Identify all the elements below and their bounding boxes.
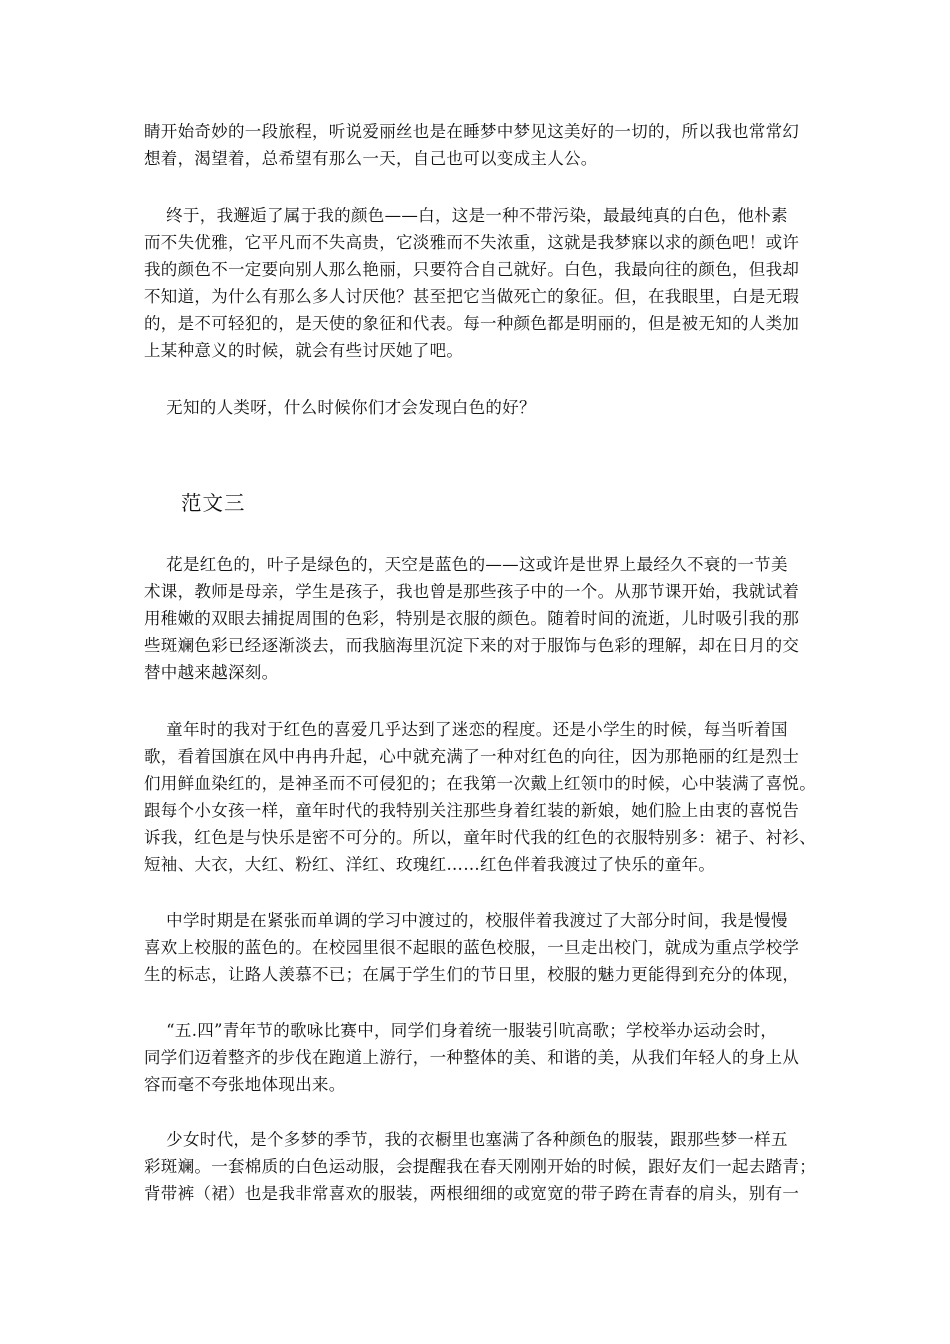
paragraph-alice-dream: [144, 118, 808, 172]
text-line: 同学们迈着整齐的步伐在跑道上游行，一种整体的美、和谐的美，从我们年轻人的身上从: [144, 1048, 800, 1067]
text-line: 的，是不可轻犯的，是天使的象征和代表。每一种颜色都是明丽的，但是被无知的人类加: [144, 314, 800, 333]
text-line: 少女时代，是个多梦的季节，我的衣橱里也塞满了各种颜色的服装，跟那些梦一样五: [144, 1130, 788, 1149]
text-line: 生的标志，让路人羡慕不已；在属于学生们的节日里，校服的魅力更能得到充分的体现，: [144, 965, 800, 984]
text-line: “五.四”青年节的歌咏比赛中，同学们身着统一服装引吭高歌；学校举办运动会时，: [144, 1021, 778, 1040]
text-line: 容而毫不夸张地体现出来。: [144, 1075, 346, 1094]
paragraph-youth-day: [144, 1017, 808, 1098]
paragraph-childhood-red: [144, 716, 816, 878]
text-line: 睛开始奇妙的一段旅程，听说爱丽丝也是在睡梦中梦见这美好的一切的，所以我也常常幻: [144, 122, 800, 141]
paragraph-ignorant-humans: [144, 394, 808, 421]
paragraph-school-uniform: [144, 907, 808, 988]
text-line: 背带裤（裙）也是我非常喜欢的服装，两根细细的或宽宽的带子跨在青春的肩头，别有一: [144, 1184, 800, 1203]
text-line: 跟每个小女孩一样，童年时代的我特别关注那些身着红装的新娘，她们脸上由衷的喜悦告: [144, 801, 800, 820]
text-line: 中学时期是在紧张而单调的学习中渡过的，校服伴着我渡过了大部分时间，我是慢慢: [144, 911, 788, 930]
text-line: 替中越来越深刻。: [144, 663, 279, 682]
text-line: 不知道，为什么有那么多人讨厌他？甚至把它当做死亡的象征。但，在我眼里，白是无瑕: [144, 287, 800, 306]
text-line: 术课，教师是母亲，学生是孩子，我也曾是那些孩子中的一个。从那节课开始，我就试着: [144, 582, 800, 601]
text-line: 而不失优雅，它平凡而不失高贵，它淡雅而不失浓重，这就是我梦寐以求的颜色吧！或许: [144, 233, 800, 252]
text-line: 花是红色的，叶子是绿色的，天空是蓝色的——这或许是世界上最经久不衰的一节美: [144, 555, 788, 574]
paragraph-art-class: [144, 551, 808, 686]
text-line: 用稚嫩的双眼去捕捉周围的色彩，特别是衣服的颜色。随着时间的流逝，儿时吸引我的那: [144, 609, 800, 628]
text-line: 歌，看着国旗在风中冉冉升起，心中就充满了一种对红色的向往，因为那艳丽的红是烈士: [144, 747, 800, 766]
text-line: 诉我，红色是与快乐是密不可分的。所以，童年时代我的红色的衣服特别多：裙子、衬衫、: [144, 828, 816, 847]
text-line: 彩斑斓。一套棉质的白色运动服，会提醒我在春天刚刚开始的时候，跟好友们一起去踏青；: [144, 1157, 816, 1176]
text-line: 短袖、大衣，大红、粉红、洋红、玫瑰红……红色伴着我渡过了快乐的童年。: [144, 855, 716, 874]
text-line: 想着，渴望着，总希望有那么一天，自己也可以变成主人公。: [144, 149, 598, 168]
text-line: 上某种意义的时候，就会有些讨厌她了吧。: [144, 341, 464, 360]
text-line: 喜欢上校服的蓝色的。在校园里很不起眼的蓝色校服，一旦走出校门，就成为重点学校学: [144, 938, 800, 957]
text-line: 些斑斓色彩已经逐渐淡去，而我脑海里沉淀下来的对于服饰与色彩的理解，却在日月的交: [144, 636, 800, 655]
text-line: 我的颜色不一定要向别人那么艳丽，只要符合自己就好。白色，我最向往的颜色，但我却: [144, 260, 800, 279]
section-heading: 范文三: [181, 491, 246, 515]
paragraph-girlhood: [144, 1126, 816, 1207]
text-line: 终于，我邂逅了属于我的颜色——白，这是一种不带污染，最最纯真的白色，他朴素: [144, 206, 788, 225]
text-line: 无知的人类呀，什么时候你们才会发现白色的好？: [144, 398, 536, 417]
text-line: 童年时的我对于红色的喜爱几乎达到了迷恋的程度。还是小学生的时候，每当听着国: [144, 720, 788, 739]
text-line: 们用鲜血染红的，是神圣而不可侵犯的；在我第一次戴上红领巾的时候，心中装满了喜悦。: [144, 774, 816, 793]
paragraph-white-color: [144, 202, 808, 364]
